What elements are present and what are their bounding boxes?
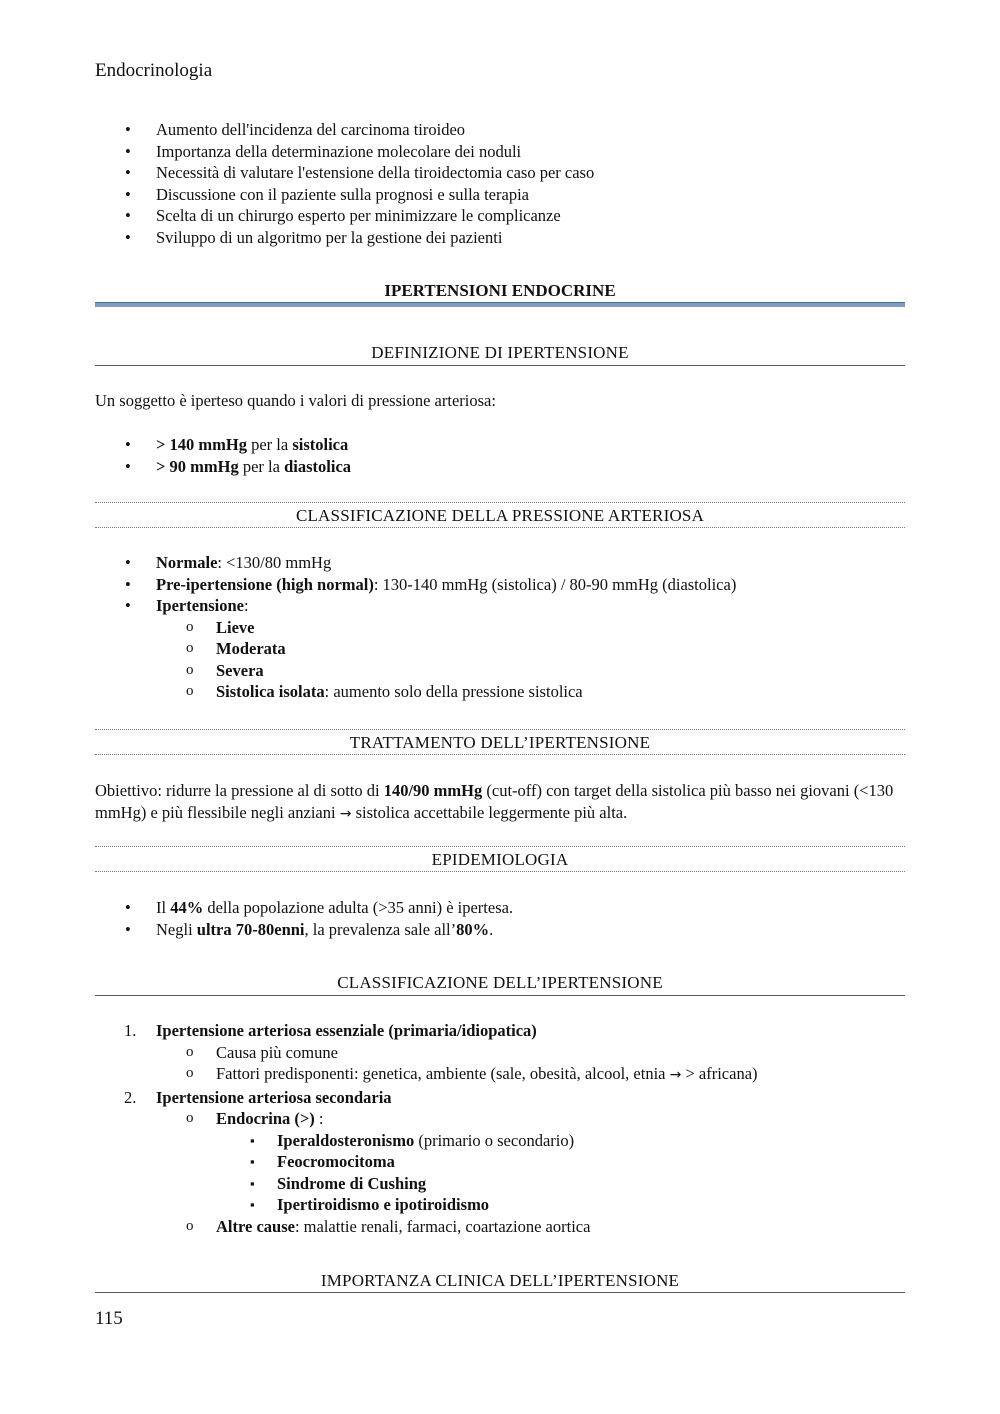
document-page bbox=[95, 0, 905, 1414]
classificazione-pressione-list bbox=[95, 552, 905, 703]
list-item: • Sviluppo di un algoritmo per la gestione dei pazienti bbox=[125, 227, 503, 247]
list-item: • > 140 mmHg per la sistolica bbox=[125, 435, 349, 454]
list-item: • Scelta di un chirurgo esperto per minimizzare le complicanze bbox=[125, 206, 561, 225]
list-item: o Severa bbox=[186, 660, 264, 680]
section-heading-epidemiologia: EPIDEMIOLOGIA bbox=[431, 850, 569, 869]
epidemiologia-list bbox=[95, 897, 905, 940]
section-rule-bottom bbox=[95, 871, 905, 872]
list-item: • Il 44% della popolazione adulta (>35 anni) è ipertesa. bbox=[125, 898, 514, 917]
arrow-right-icon: → bbox=[339, 805, 352, 822]
list-item: 2. Ipertensione arteriosa secondaria bbox=[124, 1087, 392, 1107]
list-item: • Normale: <130/80 mmHg bbox=[125, 553, 332, 572]
definizione-intro: Un soggetto è iperteso quando i valori di pressione arteriosa: bbox=[95, 391, 496, 410]
list-item: • Necessità di valutare l'estensione della tiroidectomia caso per caso bbox=[125, 163, 595, 182]
definizione-list bbox=[95, 434, 905, 477]
section-rule bbox=[95, 1292, 905, 1293]
arrow-right-icon: → bbox=[669, 1067, 682, 1083]
list-item: ▪ Feocromocitoma bbox=[250, 1152, 395, 1171]
list-item: • Aumento dell'incidenza del carcinoma tiroideo bbox=[125, 120, 466, 139]
list-item: • Importanza della determinazione molecolare dei noduli bbox=[125, 141, 522, 161]
section-rule bbox=[95, 365, 905, 366]
classificazione-ipertensione-list bbox=[95, 1020, 905, 1237]
list-item: o Endocrina (>) : bbox=[186, 1109, 324, 1128]
section-rule-top bbox=[95, 846, 905, 847]
section-heading-definizione: DEFINIZIONE DI IPERTENSIONE bbox=[371, 343, 629, 362]
running-header: Endocrinologia bbox=[95, 60, 213, 81]
list-item: o Sistolica isolata: aumento solo della pressione sistolica bbox=[186, 682, 583, 701]
list-item: 1. Ipertensione arteriosa essenziale (primaria/idiopatica) bbox=[124, 1021, 537, 1040]
list-item: • Negli ultra 70-80enni, la prevalenza sale all’80%. bbox=[125, 919, 494, 939]
list-item: ▪ Sindrome di Cushing bbox=[250, 1173, 427, 1193]
section-heading-importanza: IMPORTANZA CLINICA DELL’IPERTENSIONE bbox=[320, 1271, 680, 1290]
section-rule-bottom bbox=[95, 754, 905, 755]
list-item: • Discussione con il paziente sulla prognosi e sulla terapia bbox=[125, 184, 529, 204]
list-item: o Moderata bbox=[186, 639, 286, 658]
section-rule-bottom bbox=[95, 527, 905, 528]
list-item: o Fattori predisponenti: genetica, ambiente (sale, obesità, alcool, etnia → > africana) bbox=[186, 1064, 758, 1083]
list-item: o Altre cause: malattie renali, farmaci, coartazione aortica bbox=[186, 1216, 591, 1236]
list-item: • Ipertensione: bbox=[125, 596, 249, 615]
list-item: ▪ Iperaldosteronismo (primario o secondario) bbox=[250, 1130, 575, 1150]
chapter-title: IPERTENSIONI ENDOCRINE bbox=[384, 281, 616, 300]
intro-list bbox=[95, 119, 905, 248]
list-item: ▪ Ipertiroidismo e ipotiroidismo bbox=[250, 1195, 490, 1214]
trattamento-paragraph: Obiettivo: ridurre la pressione al di sotto di 140/90 mmHg (cut-off) con target della sistolica più basso nei giovani (<130 mmHg) e più flessibile negli anziani → sistolica accettabile leggermente più alta. bbox=[95, 781, 894, 822]
section-heading-trattamento: TRATTAMENTO DELL’IPERTENSIONE bbox=[349, 733, 651, 752]
section-heading-classificazione-ipertensione: CLASSIFICAZIONE DELL’IPERTENSIONE bbox=[337, 973, 663, 992]
list-item: • > 90 mmHg per la diastolica bbox=[125, 456, 352, 476]
section-heading-classificazione-pressione: CLASSIFICAZIONE DELLA PRESSIONE ARTERIOSA bbox=[295, 506, 705, 525]
list-item: o Causa più comune bbox=[186, 1042, 338, 1062]
section-rule-top bbox=[95, 502, 905, 503]
section-rule-top bbox=[95, 729, 905, 730]
section-rule bbox=[95, 995, 905, 996]
chapter-rule bbox=[95, 302, 905, 307]
page-number: 115 bbox=[95, 1308, 123, 1329]
list-item: • Pre-ipertensione (high normal): 130-140 mmHg (sistolica) / 80-90 mmHg (diastolica) bbox=[125, 574, 737, 594]
list-item: o Lieve bbox=[186, 617, 255, 637]
